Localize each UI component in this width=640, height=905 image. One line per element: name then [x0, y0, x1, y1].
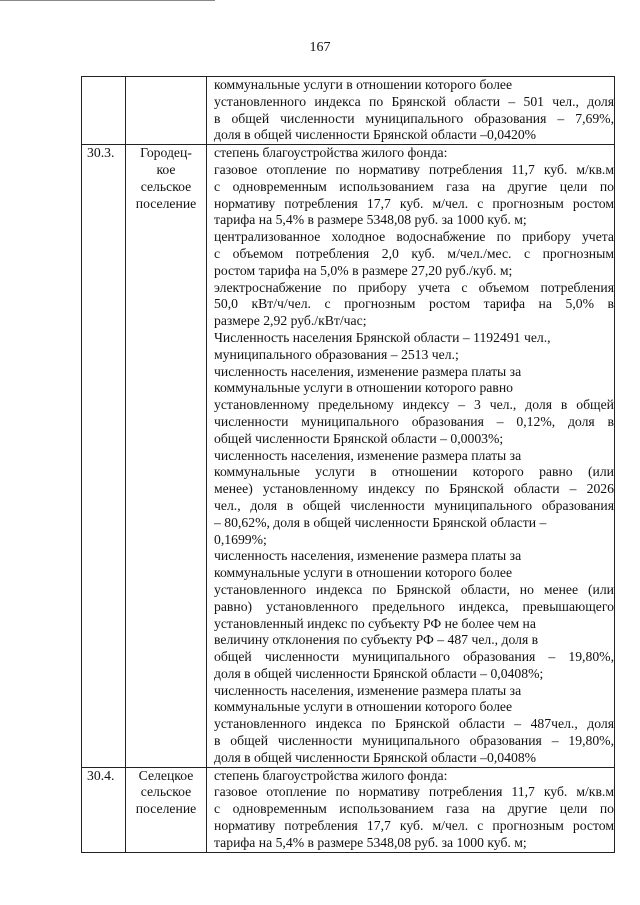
- text-line: ростом тарифа на 5,0% в размере 27,20 руб./куб. м;: [214, 262, 513, 278]
- text-line: Численность населения Брянской области – 1192491 чел.,: [214, 329, 551, 345]
- settlement-name-line: Селецкое: [138, 767, 194, 783]
- text-line: коммунальные услуги в отношении которого более: [214, 565, 513, 581]
- table-row: [82, 767, 615, 852]
- text-line: 0,1699%;: [214, 531, 267, 547]
- row-number-cell: [82, 767, 126, 852]
- row-number-cell: [82, 145, 126, 767]
- settlement-name-line: Городец-: [140, 145, 192, 161]
- description-cell: [207, 767, 615, 852]
- text-line: в общей численности муниципального образования – 19,80%,: [214, 733, 614, 749]
- text-line: размере 2,92 руб./кВт/час;: [214, 313, 367, 329]
- text-line: газовое отопление по нормативу потребления 11,7 куб. м/кв.м: [214, 784, 614, 800]
- text-line: тарифа на 5,4% в размере 5348,08 руб. за 1000 куб. м;: [214, 834, 527, 850]
- settlement-name-cell: [126, 767, 207, 852]
- text-line: газовое отопление по нормативу потребления 11,7 куб. м/кв.м: [214, 161, 614, 177]
- text-line: численности муниципального образования – 0,12%, доля в: [214, 413, 614, 429]
- row-number: 30.4.: [87, 767, 115, 783]
- text-line: численность населения, изменение размера платы за: [214, 363, 522, 379]
- text-line: тарифа на 5,4% в размере 5348,08 руб. за 1000 куб. м;: [214, 212, 527, 228]
- text-line: общей численности Брянской области – 0,0003%;: [214, 430, 504, 446]
- text-line: муниципального образования – 2513 чел.;: [214, 346, 459, 362]
- settlements-table: [81, 76, 615, 853]
- text-line: с объемом потребления 2,0 куб. м/чел./мес. с прогнозным: [214, 245, 614, 261]
- row-number: 30.3.: [87, 145, 115, 161]
- description-cell: [207, 145, 615, 767]
- text-line: доля в общей численности Брянской области –0,0420%: [214, 127, 537, 143]
- text-line: доля в общей численности Брянской области – 0,0408%;: [214, 665, 544, 681]
- text-line: менее) установленному индексу по Брянской области – 2026: [214, 481, 614, 497]
- text-line: – 80,62%, доля в общей численности Брянской области –: [214, 514, 547, 530]
- text-line: численность населения, изменение размера платы за: [214, 548, 522, 564]
- text-line: централизованное холодное водоснабжение по прибору учета: [214, 229, 614, 245]
- text-line: численность населения, изменение размера платы за: [214, 447, 522, 463]
- row-number-cell: [82, 77, 126, 145]
- text-line: установленного индекса по Брянской области, но менее (или: [214, 581, 614, 597]
- text-line: с одновременным использованием газа на другие цели по: [214, 178, 614, 194]
- text-line: равно) установленного предельного индекса, превышающего: [214, 598, 614, 614]
- text-line: установленный индекс по субъекту РФ не более чем на: [214, 615, 536, 631]
- table-row: [82, 145, 615, 767]
- text-line: чел., доля в общей численности муниципального образования: [214, 497, 614, 513]
- table-row: [82, 77, 615, 145]
- description-cell: [207, 77, 615, 145]
- text-line: нормативу потребления 17,7 куб. м/чел. с прогнозным ростом: [214, 195, 614, 211]
- text-line: коммунальные услуги в отношении которого более: [214, 77, 513, 92]
- text-line: с одновременным использованием газа на другие цели по: [214, 801, 614, 817]
- text-line: установленному предельному индексу – 3 чел., доля в общей: [214, 397, 614, 413]
- text-line: общей численности муниципального образования – 19,80%,: [214, 649, 614, 665]
- text-line: численность населения, изменение размера платы за: [214, 682, 522, 698]
- settlement-name-cell: [126, 145, 207, 767]
- text-line: электроснабжение по прибору учета с объемом потребления: [214, 279, 614, 295]
- text-line: в общей численности муниципального образования – 7,69%,: [214, 110, 614, 126]
- settlement-name-line: сельское: [140, 178, 192, 194]
- settlement-name-line: поселение: [135, 801, 197, 817]
- text-line: коммунальные услуги в отношении которого более: [214, 699, 513, 715]
- text-line: установленного индекса по Брянской области – 487чел., доля: [214, 716, 614, 732]
- text-line: 50,0 кВт/ч/чел. с прогнозным ростом тарифа на 5,0% в: [214, 296, 614, 312]
- text-line: коммунальные услуги в отношении которого равно (или: [214, 464, 614, 480]
- settlement-name-line: поселение: [135, 195, 197, 211]
- page-number: 167: [309, 40, 331, 55]
- text-line: установленного индекса по Брянской области – 501 чел., доля: [214, 93, 614, 109]
- text-line: доля в общей численности Брянской области –0,0408%: [214, 749, 537, 765]
- settlement-name-line: кое: [156, 161, 176, 177]
- text-line: степень благоустройства жилого фонда:: [214, 145, 448, 161]
- text-line: нормативу потребления 17,7 куб. м/чел. с прогнозным ростом: [214, 818, 614, 834]
- top-rule: [0, 0, 215, 1]
- settlement-name-cell: [126, 77, 207, 145]
- settlement-name-line: сельское: [140, 784, 192, 800]
- text-line: величину отклонения по субъекту РФ – 487 чел., доля в: [214, 632, 539, 648]
- text-line: коммунальные услуги в отношении которого равно: [214, 380, 514, 396]
- text-line: степень благоустройства жилого фонда:: [214, 767, 448, 783]
